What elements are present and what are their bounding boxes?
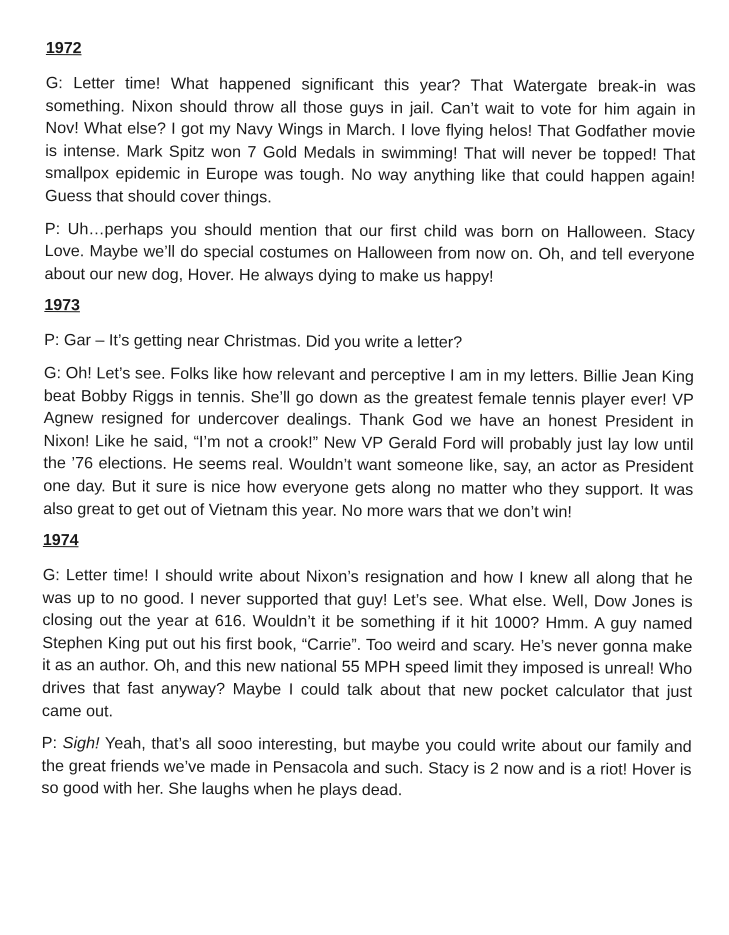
dialogue-paragraph: G: Letter time! I should write about Nixon’s resignation and how I knew all along that he was up to no good. I never supported that guy! Let’s see. What else. Well, Dow Jones is closing out the year at 616. Wouldn’t it be something if it hit 1000? Hmm. A guy named Stephen King put out his first book, “Carrie”. Too weird and scary. He’s never gonna make it as an author. Oh, and this new national 55 MPH speed limit they imposed is unreal! Who drives that fast anyway? Maybe I could talk about that new pocket calculator that just came out. <box>41 566 693 721</box>
section-year-heading: 1972 <box>45 39 82 58</box>
dialogue-paragraph: P: Gar – It’s getting near Christmas. Did you write a letter? <box>44 331 463 352</box>
section-year-heading: 1974 <box>42 532 79 550</box>
dialogue-paragraph: G: Oh! Let’s see. Folks like how relevant and perceptive I am in my letters. Billie Jean King beat Bobby Riggs in tennis. She’ll go down as the greatest female tennis player ever! VP Agnew resigned for undercover dealings. Thank God we have an honest President in Nixon! Like he said, “I’m not a crook!” New VP Gerald Ford will probably just lay low until the ’76 elections. He seems real. Wouldn’t want someone like, say, an actor as President one day. But it sure is nice how everyone gets along no matter who they support. It was also great to get out of Vietnam this year. No more wars that we don’t win! <box>43 363 694 521</box>
dialogue-paragraph <box>41 732 691 804</box>
letter-document <box>41 38 696 814</box>
paragraph-body: Yeah, that’s all sooo interesting, but maybe you could write about our family and the great friends we’ve made in Pensacola and such. Stacy is 2 now and is a riot! Hover is so good with her. She laughs when he plays dead. <box>41 734 692 800</box>
section-year-heading: 1973 <box>44 297 81 315</box>
dialogue-paragraph: G: Letter time! What happened significant this year? That Watergate break-in was something. Nixon should throw all those guys in jail. Can’t wait to vote for him again in Nov! What else? I got my Navy Wings in March. I love flying helos! That Godfather movie is intense. Mark Spitz won 7 Gold Medals in swimming! That will never be topped! That smallpox epidemic in Europe was tough. No way anything like that could happen again! Guess that should cover things. <box>44 73 696 207</box>
dialogue-paragraph: P: Uh…perhaps you should mention that our first child was born on Halloween. Stacy Love. Maybe we’ll do special costumes on Halloween from now on. Oh, and tell everyone about our new dog, Hover. He always dying to make us happy! <box>44 219 695 286</box>
sigh-emphasis: Sigh! <box>62 734 100 753</box>
speaker-prefix: P: <box>41 734 63 753</box>
